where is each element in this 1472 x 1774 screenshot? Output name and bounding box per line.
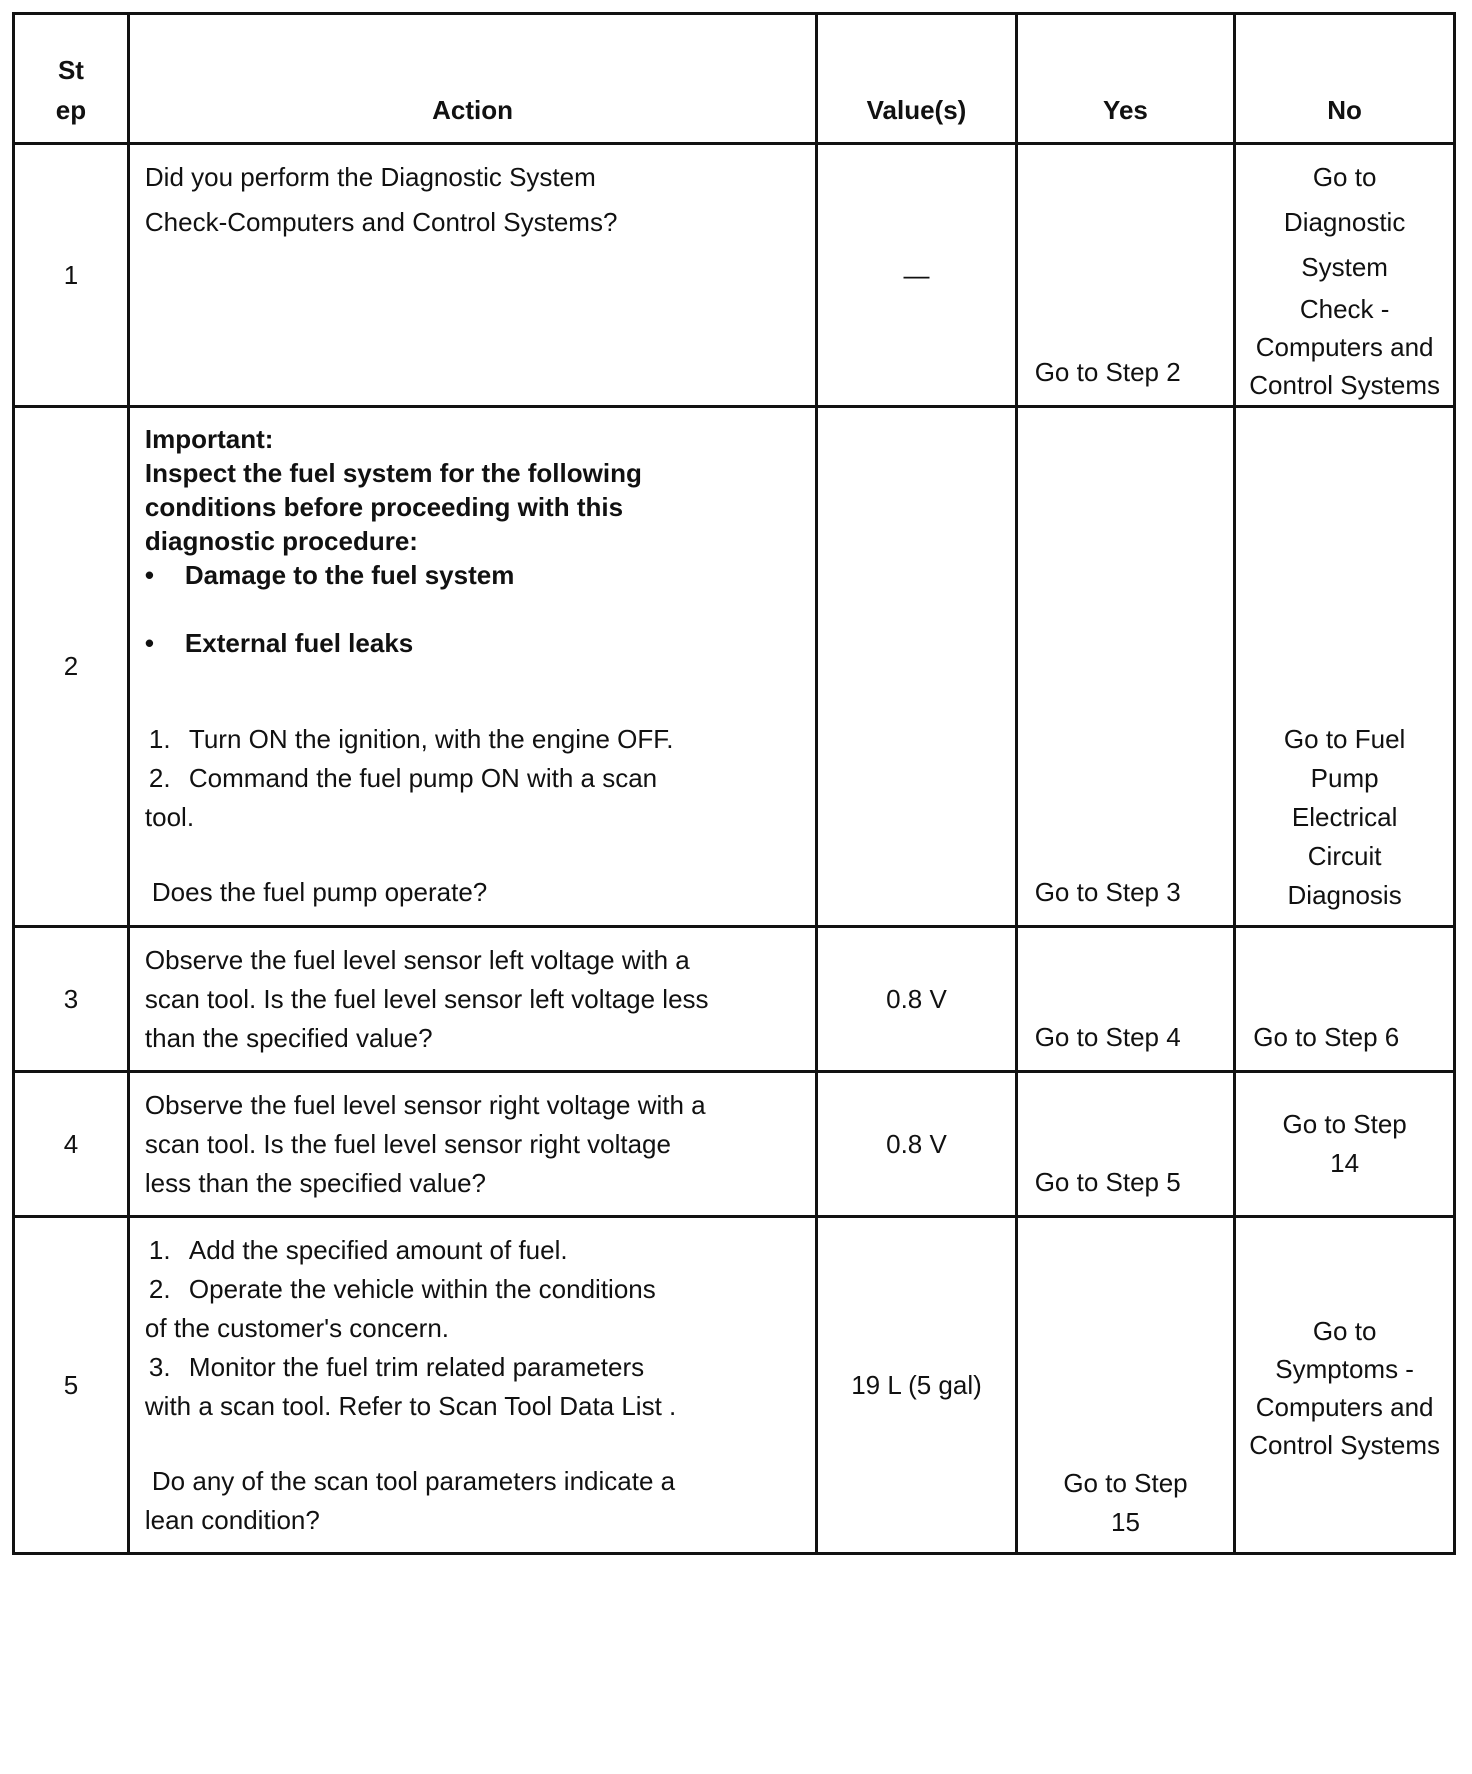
action-line: than the specified value? (144, 1022, 433, 1053)
no-line: 14 (1330, 1148, 1360, 1178)
continuation-text: with a scan tool. Refer to Scan Tool Data List . (144, 1390, 677, 1421)
important-line: Important: (144, 424, 274, 454)
value-cell: 0.8 V (817, 927, 1016, 1072)
no-line: Check - (1299, 294, 1390, 324)
no-line: Control Systems (1249, 1430, 1440, 1460)
yes-line: Go to Step (1063, 1468, 1188, 1498)
step-text: Turn ON the ignition, with the engine OFF. (188, 724, 674, 754)
no-line: Control Systems (1249, 370, 1440, 400)
action-cell (128, 1072, 816, 1217)
yes-line: 15 (1111, 1507, 1140, 1537)
numbered-step (145, 1231, 805, 1270)
question-text: Does the fuel pump operate? (151, 877, 488, 907)
header-step (14, 14, 129, 144)
action-cell (128, 927, 816, 1072)
yes-cell (1016, 927, 1235, 1072)
numbered-step (145, 1348, 805, 1387)
step-number: 3 (14, 927, 129, 1072)
numbered-step (145, 759, 805, 798)
no-cell (1235, 927, 1455, 1072)
important-note (145, 422, 805, 660)
no-line: System (1301, 252, 1388, 282)
value-cell (817, 407, 1016, 927)
bullet-spacer (145, 592, 805, 626)
value-cell: — (817, 144, 1016, 407)
value-cell: 19 L (5 gal) (817, 1217, 1016, 1554)
no-line: Computers and (1255, 1392, 1434, 1422)
numbered-step (145, 1270, 805, 1309)
table-row (14, 144, 1455, 407)
action-line: Did you perform the Diagnostic System (144, 162, 596, 192)
continuation-text: tool. (144, 802, 195, 832)
action-cell (128, 407, 816, 927)
step-number: 4 (14, 1072, 129, 1217)
table-row (14, 1072, 1455, 1217)
header-action: Action (128, 14, 816, 144)
action-cell (128, 144, 816, 407)
no-line: Go to (1312, 162, 1377, 192)
header-step-line2: ep (55, 95, 87, 125)
header-no: No (1235, 14, 1455, 144)
step-index: 2. (148, 763, 171, 793)
yes-cell (1016, 1072, 1235, 1217)
value-cell: 0.8 V (817, 1072, 1016, 1217)
no-line: Diagnosis (1287, 880, 1402, 910)
spacer (145, 660, 805, 720)
no-cell (1235, 1217, 1455, 1554)
question-line: lean condition? (144, 1504, 320, 1535)
no-cell (1235, 407, 1455, 927)
action-line: scan tool. Is the fuel level sensor right voltage (144, 1128, 671, 1159)
step-index: 1. (148, 1234, 171, 1265)
no-cell (1235, 144, 1455, 407)
table-row (14, 1217, 1455, 1554)
header-yes: Yes (1016, 14, 1235, 144)
important-line: conditions before proceeding with this (144, 492, 624, 522)
no-line: Go to Fuel (1283, 724, 1406, 754)
important-line: diagnostic procedure: (144, 526, 418, 556)
numbered-step (145, 720, 805, 759)
yes-text: Go to Step 4 (1034, 1022, 1181, 1052)
action-line: scan tool. Is the fuel level sensor left voltage less (144, 983, 709, 1014)
important-line: Inspect the fuel system for the following (144, 458, 642, 488)
table-row (14, 927, 1455, 1072)
yes-text: Go to Step 3 (1034, 877, 1181, 907)
bullet-dot: • (144, 628, 155, 658)
spacer (145, 837, 805, 873)
step-text: Monitor the fuel trim related parameters (188, 1351, 645, 1382)
step-number: 1 (14, 144, 129, 407)
bullet-dot: • (144, 560, 155, 590)
bullet-text: Damage to the fuel system (184, 560, 515, 590)
table-row (14, 407, 1455, 927)
step-text: Operate the vehicle within the conditions (188, 1273, 656, 1304)
bullet-item (145, 558, 805, 592)
action-line: less than the specified value? (144, 1167, 487, 1198)
bullet-text: External fuel leaks (184, 628, 414, 658)
no-text: Go to Step 6 (1253, 1022, 1400, 1052)
header-step-line1: St (57, 55, 84, 85)
no-line: Pump (1310, 763, 1379, 793)
no-line: Diagnostic (1283, 207, 1406, 237)
header-values: Value(s) (817, 14, 1016, 144)
step-index: 1. (148, 724, 171, 754)
no-line: Circuit (1307, 841, 1382, 871)
no-line: Symptoms - (1275, 1354, 1414, 1384)
step-number: 2 (14, 407, 129, 927)
action-line: Observe the fuel level sensor right voltage with a (144, 1089, 706, 1120)
yes-cell (1016, 407, 1235, 927)
no-line: Computers and (1255, 332, 1434, 362)
action-line: Check-Computers and Control Systems? (144, 207, 618, 237)
yes-text: Go to Step 2 (1034, 357, 1181, 387)
bullet-item (145, 626, 805, 660)
step-index: 3. (148, 1351, 171, 1382)
step-text: Command the fuel pump ON with a scan (188, 763, 658, 793)
step-text: Add the specified amount of fuel. (188, 1234, 568, 1265)
step-number: 5 (14, 1217, 129, 1554)
continuation-text: of the customer's concern. (144, 1312, 450, 1343)
yes-text: Go to Step 5 (1034, 1167, 1181, 1197)
yes-cell (1016, 1217, 1235, 1554)
action-line: Observe the fuel level sensor left voltage with a (144, 944, 690, 975)
no-line: Go to Step (1282, 1109, 1407, 1139)
no-line: Electrical (1291, 802, 1398, 832)
diagnostic-table (12, 12, 1456, 1555)
header-row (14, 14, 1455, 144)
no-line: Go to (1312, 1316, 1377, 1346)
step-index: 2. (148, 1273, 171, 1304)
no-cell (1235, 1072, 1455, 1217)
spacer (145, 1426, 805, 1462)
action-cell (128, 1217, 816, 1554)
yes-cell (1016, 144, 1235, 407)
question-line: Do any of the scan tool parameters indicate a (151, 1465, 676, 1496)
